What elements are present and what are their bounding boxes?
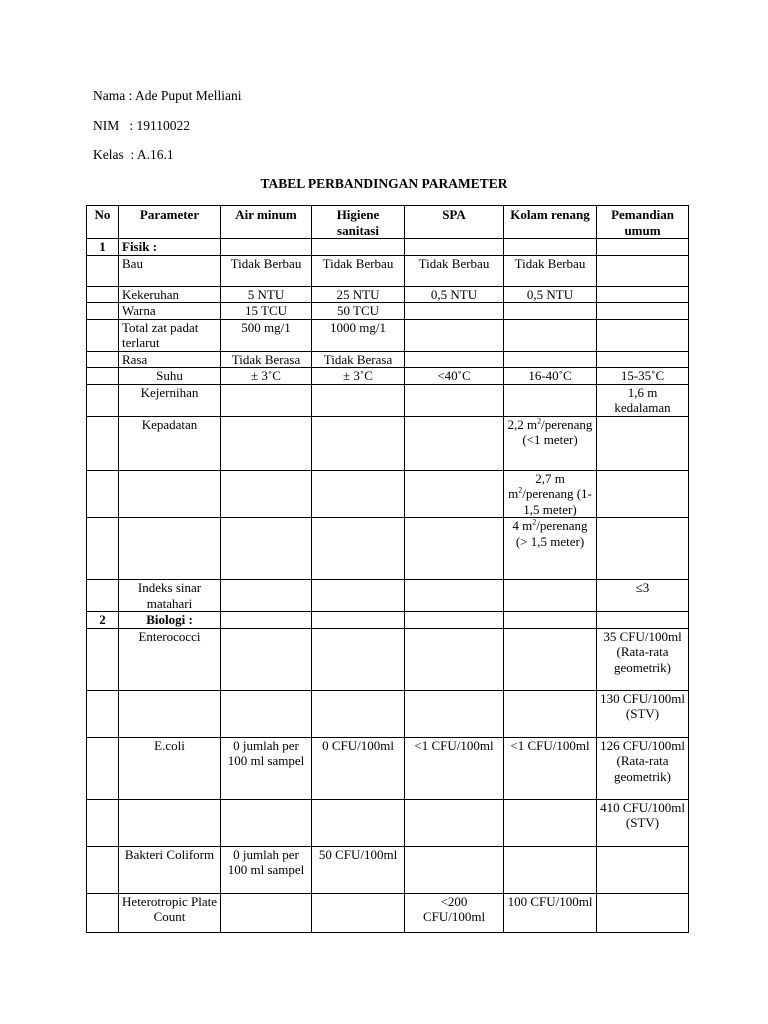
cell-kolam-renang: 4 $m^2$/perenang (> 1,5 meter) (504, 518, 597, 580)
table-row (87, 628, 689, 690)
cell-spa: 0,5 NTU (405, 286, 504, 303)
cell-pemandian-umum: 126 CFU/100ml (Rata-rata geometrik) (597, 737, 689, 799)
cell-spa (405, 628, 504, 690)
cell-spa (405, 612, 504, 629)
cell-parameter: Fisik : (119, 239, 221, 256)
table-row (87, 470, 689, 518)
cell-pemandian-umum (597, 303, 689, 320)
cell-higiene-sanitasi: Tidak Berasa (312, 351, 405, 368)
cell-parameter: Suhu (119, 368, 221, 385)
cell-kolam-renang (504, 319, 597, 351)
table-row (87, 893, 689, 932)
cell-parameter: Kekeruhan (119, 286, 221, 303)
cell-no (87, 319, 119, 351)
cell-kolam-renang: 2,2 $m^2$/perenang (<1 meter) (504, 416, 597, 470)
cell-air-minum: 15 TCU (221, 303, 312, 320)
parameter-comparison-table (86, 205, 689, 933)
cell-air-minum (221, 416, 312, 470)
header-kolam-renang: Kolam renang (504, 206, 597, 239)
cell-pemandian-umum: 130 CFU/100ml (STV) (597, 690, 689, 737)
cell-pemandian-umum (597, 846, 689, 893)
cell-air-minum (221, 628, 312, 690)
cell-kolam-renang (504, 799, 597, 846)
cell-higiene-sanitasi (312, 893, 405, 932)
cell-spa (405, 518, 504, 580)
cell-kolam-renang: 16-40˚C (504, 368, 597, 385)
cell-no (87, 303, 119, 320)
cell-spa (405, 690, 504, 737)
cell-kolam-renang: 0,5 NTU (504, 286, 597, 303)
cell-no (87, 384, 119, 416)
cell-pemandian-umum (597, 518, 689, 580)
cell-pemandian-umum (597, 239, 689, 256)
table-row (87, 518, 689, 580)
cell-higiene-sanitasi (312, 416, 405, 470)
cell-kolam-renang: 100 CFU/100ml (504, 893, 597, 932)
cell-no (87, 690, 119, 737)
cell-higiene-sanitasi (312, 384, 405, 416)
header-parameter: Parameter (119, 206, 221, 239)
cell-air-minum: 0 jumlah per 100 ml sampel (221, 846, 312, 893)
cell-kolam-renang (504, 580, 597, 612)
cell-no (87, 255, 119, 286)
student-name: Nama : Ade Puput Melliani (93, 88, 242, 103)
cell-no (87, 351, 119, 368)
cell-parameter (119, 690, 221, 737)
cell-pemandian-umum: 1,6 m kedalaman (597, 384, 689, 416)
table-row (87, 239, 689, 256)
cell-pemandian-umum (597, 255, 689, 286)
table-row (87, 368, 689, 385)
table-row (87, 319, 689, 351)
cell-higiene-sanitasi (312, 239, 405, 256)
cell-air-minum (221, 580, 312, 612)
cell-kolam-renang (504, 384, 597, 416)
cell-higiene-sanitasi (312, 518, 405, 580)
student-nim: NIM : 19110022 (93, 118, 190, 133)
cell-higiene-sanitasi (312, 612, 405, 629)
cell-higiene-sanitasi (312, 799, 405, 846)
table-row (87, 690, 689, 737)
cell-higiene-sanitasi (312, 690, 405, 737)
cell-spa (405, 470, 504, 518)
cell-parameter: Rasa (119, 351, 221, 368)
cell-spa (405, 416, 504, 470)
cell-air-minum (221, 518, 312, 580)
cell-higiene-sanitasi: ± 3˚C (312, 368, 405, 385)
cell-no (87, 470, 119, 518)
cell-no (87, 518, 119, 580)
cell-no (87, 893, 119, 932)
cell-higiene-sanitasi: Tidak Berbau (312, 255, 405, 286)
student-class: Kelas : A.16.1 (93, 147, 174, 162)
cell-no: 1 (87, 239, 119, 256)
cell-pemandian-umum: ≤3 (597, 580, 689, 612)
cell-pemandian-umum (597, 470, 689, 518)
cell-higiene-sanitasi (312, 580, 405, 612)
cell-air-minum: ± 3˚C (221, 368, 312, 385)
header-pemandian-umum: Pemandian umum (597, 206, 689, 239)
cell-air-minum: 0 jumlah per 100 ml sampel (221, 737, 312, 799)
cell-no (87, 416, 119, 470)
cell-no (87, 737, 119, 799)
cell-parameter: Kejernihan (119, 384, 221, 416)
cell-spa (405, 303, 504, 320)
table-row (87, 416, 689, 470)
cell-air-minum (221, 893, 312, 932)
table-row (87, 580, 689, 612)
table-row (87, 612, 689, 629)
cell-parameter: Total zat padat terlarut (119, 319, 221, 351)
cell-spa: <200 CFU/100ml (405, 893, 504, 932)
cell-no (87, 799, 119, 846)
cell-spa: <1 CFU/100ml (405, 737, 504, 799)
cell-higiene-sanitasi: 25 NTU (312, 286, 405, 303)
table-header-row (87, 206, 689, 239)
cell-pemandian-umum (597, 612, 689, 629)
table-row (87, 255, 689, 286)
cell-air-minum: Tidak Berasa (221, 351, 312, 368)
cell-no (87, 580, 119, 612)
cell-pemandian-umum (597, 893, 689, 932)
table-body (87, 239, 689, 933)
cell-pemandian-umum: 15-35˚C (597, 368, 689, 385)
cell-kolam-renang (504, 351, 597, 368)
cell-spa (405, 580, 504, 612)
cell-higiene-sanitasi: 50 CFU/100ml (312, 846, 405, 893)
table-row (87, 286, 689, 303)
cell-higiene-sanitasi (312, 628, 405, 690)
cell-parameter: E.coli (119, 737, 221, 799)
cell-pemandian-umum (597, 319, 689, 351)
cell-spa (405, 384, 504, 416)
cell-kolam-renang: <1 CFU/100ml (504, 737, 597, 799)
cell-parameter (119, 470, 221, 518)
cell-no: 2 (87, 612, 119, 629)
cell-spa (405, 239, 504, 256)
cell-kolam-renang: Tidak Berbau (504, 255, 597, 286)
cell-air-minum (221, 690, 312, 737)
cell-air-minum: 5 NTU (221, 286, 312, 303)
cell-parameter: Biologi : (119, 612, 221, 629)
cell-air-minum: 500 mg/1 (221, 319, 312, 351)
header-no: No (87, 206, 119, 239)
header-air-minum: Air minum (221, 206, 312, 239)
cell-kolam-renang (504, 612, 597, 629)
cell-parameter: Enterococci (119, 628, 221, 690)
table-row (87, 846, 689, 893)
cell-kolam-renang (504, 846, 597, 893)
header-spa: SPA (405, 206, 504, 239)
cell-pemandian-umum (597, 286, 689, 303)
table-row (87, 351, 689, 368)
cell-higiene-sanitasi: 1000 mg/1 (312, 319, 405, 351)
cell-no (87, 628, 119, 690)
cell-no (87, 286, 119, 303)
cell-kolam-renang (504, 690, 597, 737)
cell-spa (405, 846, 504, 893)
cell-no (87, 846, 119, 893)
cell-air-minum (221, 239, 312, 256)
cell-parameter: Heterotropic Plate Count (119, 893, 221, 932)
cell-spa: <40˚C (405, 368, 504, 385)
cell-kolam-renang: 2,7 m $m^2$/perenang (1-1,5 meter) (504, 470, 597, 518)
cell-pemandian-umum (597, 416, 689, 470)
cell-kolam-renang (504, 303, 597, 320)
cell-pemandian-umum (597, 351, 689, 368)
cell-higiene-sanitasi (312, 470, 405, 518)
cell-parameter: Bau (119, 255, 221, 286)
cell-higiene-sanitasi: 50 TCU (312, 303, 405, 320)
cell-kolam-renang (504, 239, 597, 256)
cell-air-minum (221, 384, 312, 416)
cell-air-minum (221, 612, 312, 629)
table-row (87, 799, 689, 846)
table-row (87, 303, 689, 320)
cell-pemandian-umum: 35 CFU/100ml (Rata-rata geometrik) (597, 628, 689, 690)
cell-spa: Tidak Berbau (405, 255, 504, 286)
cell-higiene-sanitasi: 0 CFU/100ml (312, 737, 405, 799)
cell-kolam-renang (504, 628, 597, 690)
header-higiene-sanitasi: Higiene sanitasi (312, 206, 405, 239)
cell-spa (405, 799, 504, 846)
cell-no (87, 368, 119, 385)
cell-parameter: Bakteri Coliform (119, 846, 221, 893)
cell-air-minum (221, 470, 312, 518)
cell-pemandian-umum: 410 CFU/100ml (STV) (597, 799, 689, 846)
cell-parameter: Indeks sinar matahari (119, 580, 221, 612)
cell-air-minum (221, 799, 312, 846)
cell-parameter (119, 518, 221, 580)
cell-parameter: Kepadatan (119, 416, 221, 470)
cell-spa (405, 351, 504, 368)
cell-air-minum: Tidak Berbau (221, 255, 312, 286)
cell-parameter (119, 799, 221, 846)
cell-parameter: Warna (119, 303, 221, 320)
table-row (87, 384, 689, 416)
document-title: TABEL PERBANDINGAN PARAMETER (260, 176, 508, 191)
table-row (87, 737, 689, 799)
cell-spa (405, 319, 504, 351)
